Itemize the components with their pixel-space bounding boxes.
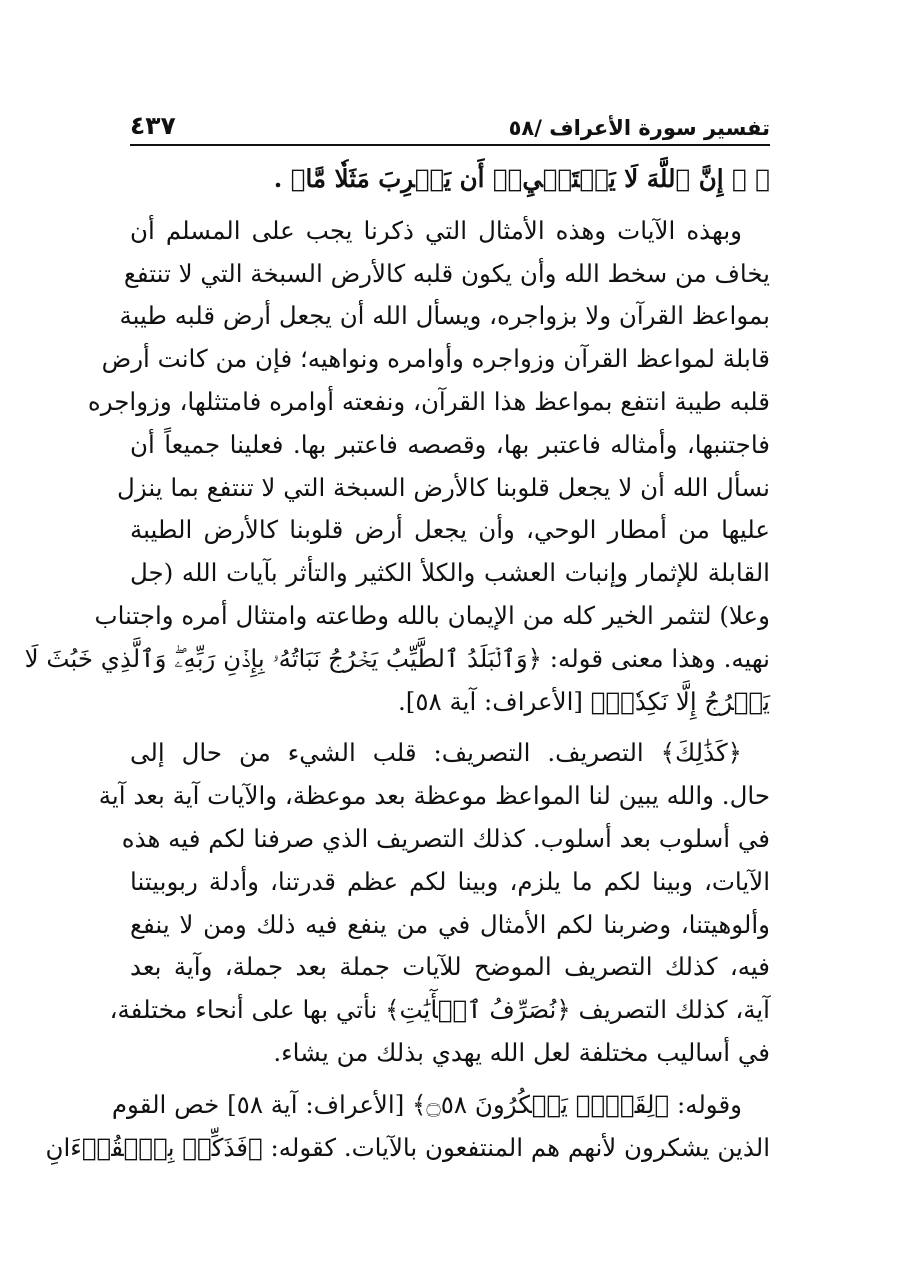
text-line: في أسلوب بعد أسلوب. كذلك التصريف الذي صرفنا لكم فيه هذه <box>121 823 770 853</box>
text-line: فاجتنبها، وأمثاله فاعتبر بها، وقصصه فاعتبر بها. فعلينا جميعاً أن <box>130 429 770 459</box>
verse-paragraph <box>130 158 770 201</box>
text-line: فيه، كذلك التصريف الموضح للآيات جملة بعد جملة، وآية بعد <box>130 952 770 982</box>
text-line: بمواعظ القرآن ولا بزواجره، ويسأل الله أن يجعل أرض قلبه طيبة <box>119 301 770 331</box>
text-line: نسأل الله أن لا يجعل قلوبنا كالأرض السبخة التي لا تنتفع بما ينزل <box>117 472 770 502</box>
running-header <box>130 100 770 146</box>
text-line: نهيه. وهذا معنى قوله: ﴿وَٱلۡبَلَدُ ٱلطَّيِّبُ يَخۡرُجُ نَبَاتُهُۥ بِإِذۡنِ رَبِّهِۦۖ وَٱلَّذِي خَبُثَ لَا <box>24 643 770 673</box>
text-line: قابلة لمواعظ القرآن وزواجره وأوامره ونواهيه؛ فإن من كانت أرض <box>101 344 770 374</box>
text-line: الآيات، وبينا لكم ما يلزم، وبينا لكم عظم قدرتنا، وأدلة ربوبيتنا <box>130 866 770 896</box>
paragraph <box>24 210 770 724</box>
text-line: عليها من أمطار الوحي، وأن يجعل أرض قلوبنا كالأرض الطيبة <box>130 515 770 545</box>
paragraph <box>45 1084 770 1170</box>
text-line: حال. والله يبين لنا المواعظ موعظة بعد موعظة، والآيات آية بعد آية <box>98 781 770 811</box>
book-page <box>24 100 770 1169</box>
text-line: يَخۡرُجُ إِلَّا نَكِدٗاۚ﴾ [الأعراف: آية ٥٨]. <box>398 686 770 716</box>
text-line: في أساليب مختلفة لعل الله يهدي بذلك من يشاء. <box>273 1037 770 1067</box>
page-body <box>24 158 770 1169</box>
text-line: يخاف من سخط الله وأن يكون قلبه كالأرض السبخة التي لا تنتفع <box>123 258 770 288</box>
text-line: وبهذه الآيات وهذه الأمثال التي ذكرنا يجب على المسلم أن <box>130 215 742 245</box>
page-number: ٤٣٧ <box>130 111 176 140</box>
paragraph <box>98 732 770 1074</box>
text-line: وألوهيتنا، وضربنا لكم الأمثال في من ينفع فيه ذلك ومن لا ينفع <box>130 909 770 939</box>
text-line: قلبه طيبة انتفع بمواعظ هذا القرآن، ونفعته أوامره فامتثلها، وزواجره <box>87 386 770 416</box>
text-line: ﴿ ۞ إِنَّ ٱللَّهَ لَا يَسۡتَحۡيِۦٓ أَن يَضۡرِبَ مَثَلٗا مَّا﴾ . <box>273 164 770 193</box>
text-line: وقوله: ﴿لِقَوۡمٖ يَشۡكُرُونَ ۝٥٨﴾ [الأعراف: آية ٥٨] خص القوم <box>111 1089 742 1119</box>
text-line: وعلا) لتثمر الخير كله من الإيمان بالله وطاعته وامتثال أمره واجتناب <box>94 600 770 630</box>
chapter-title: تفسير سورة الأعراف /٥٨ <box>508 116 770 140</box>
text-line: ﴿كَذَٰلِكَ﴾ التصريف. التصريف: قلب الشيء من حال إلى <box>130 738 742 768</box>
text-line: آية، كذلك التصريف ﴿نُصَرِّفُ ٱلۡأٓيَٰتِ﴾ نأتي بها على أنحاء مختلفة، <box>109 995 770 1025</box>
text-line: الذين يشكرون لأنهم هم المنتفعون بالآيات. كقوله: ﴿فَذَكِّرۡ بِٱلۡقُرۡءَانِ <box>45 1132 770 1162</box>
text-line: القابلة للإثمار وإنبات العشب والكلأ الكثير والتأثر بآيات الله (جل <box>130 558 770 588</box>
